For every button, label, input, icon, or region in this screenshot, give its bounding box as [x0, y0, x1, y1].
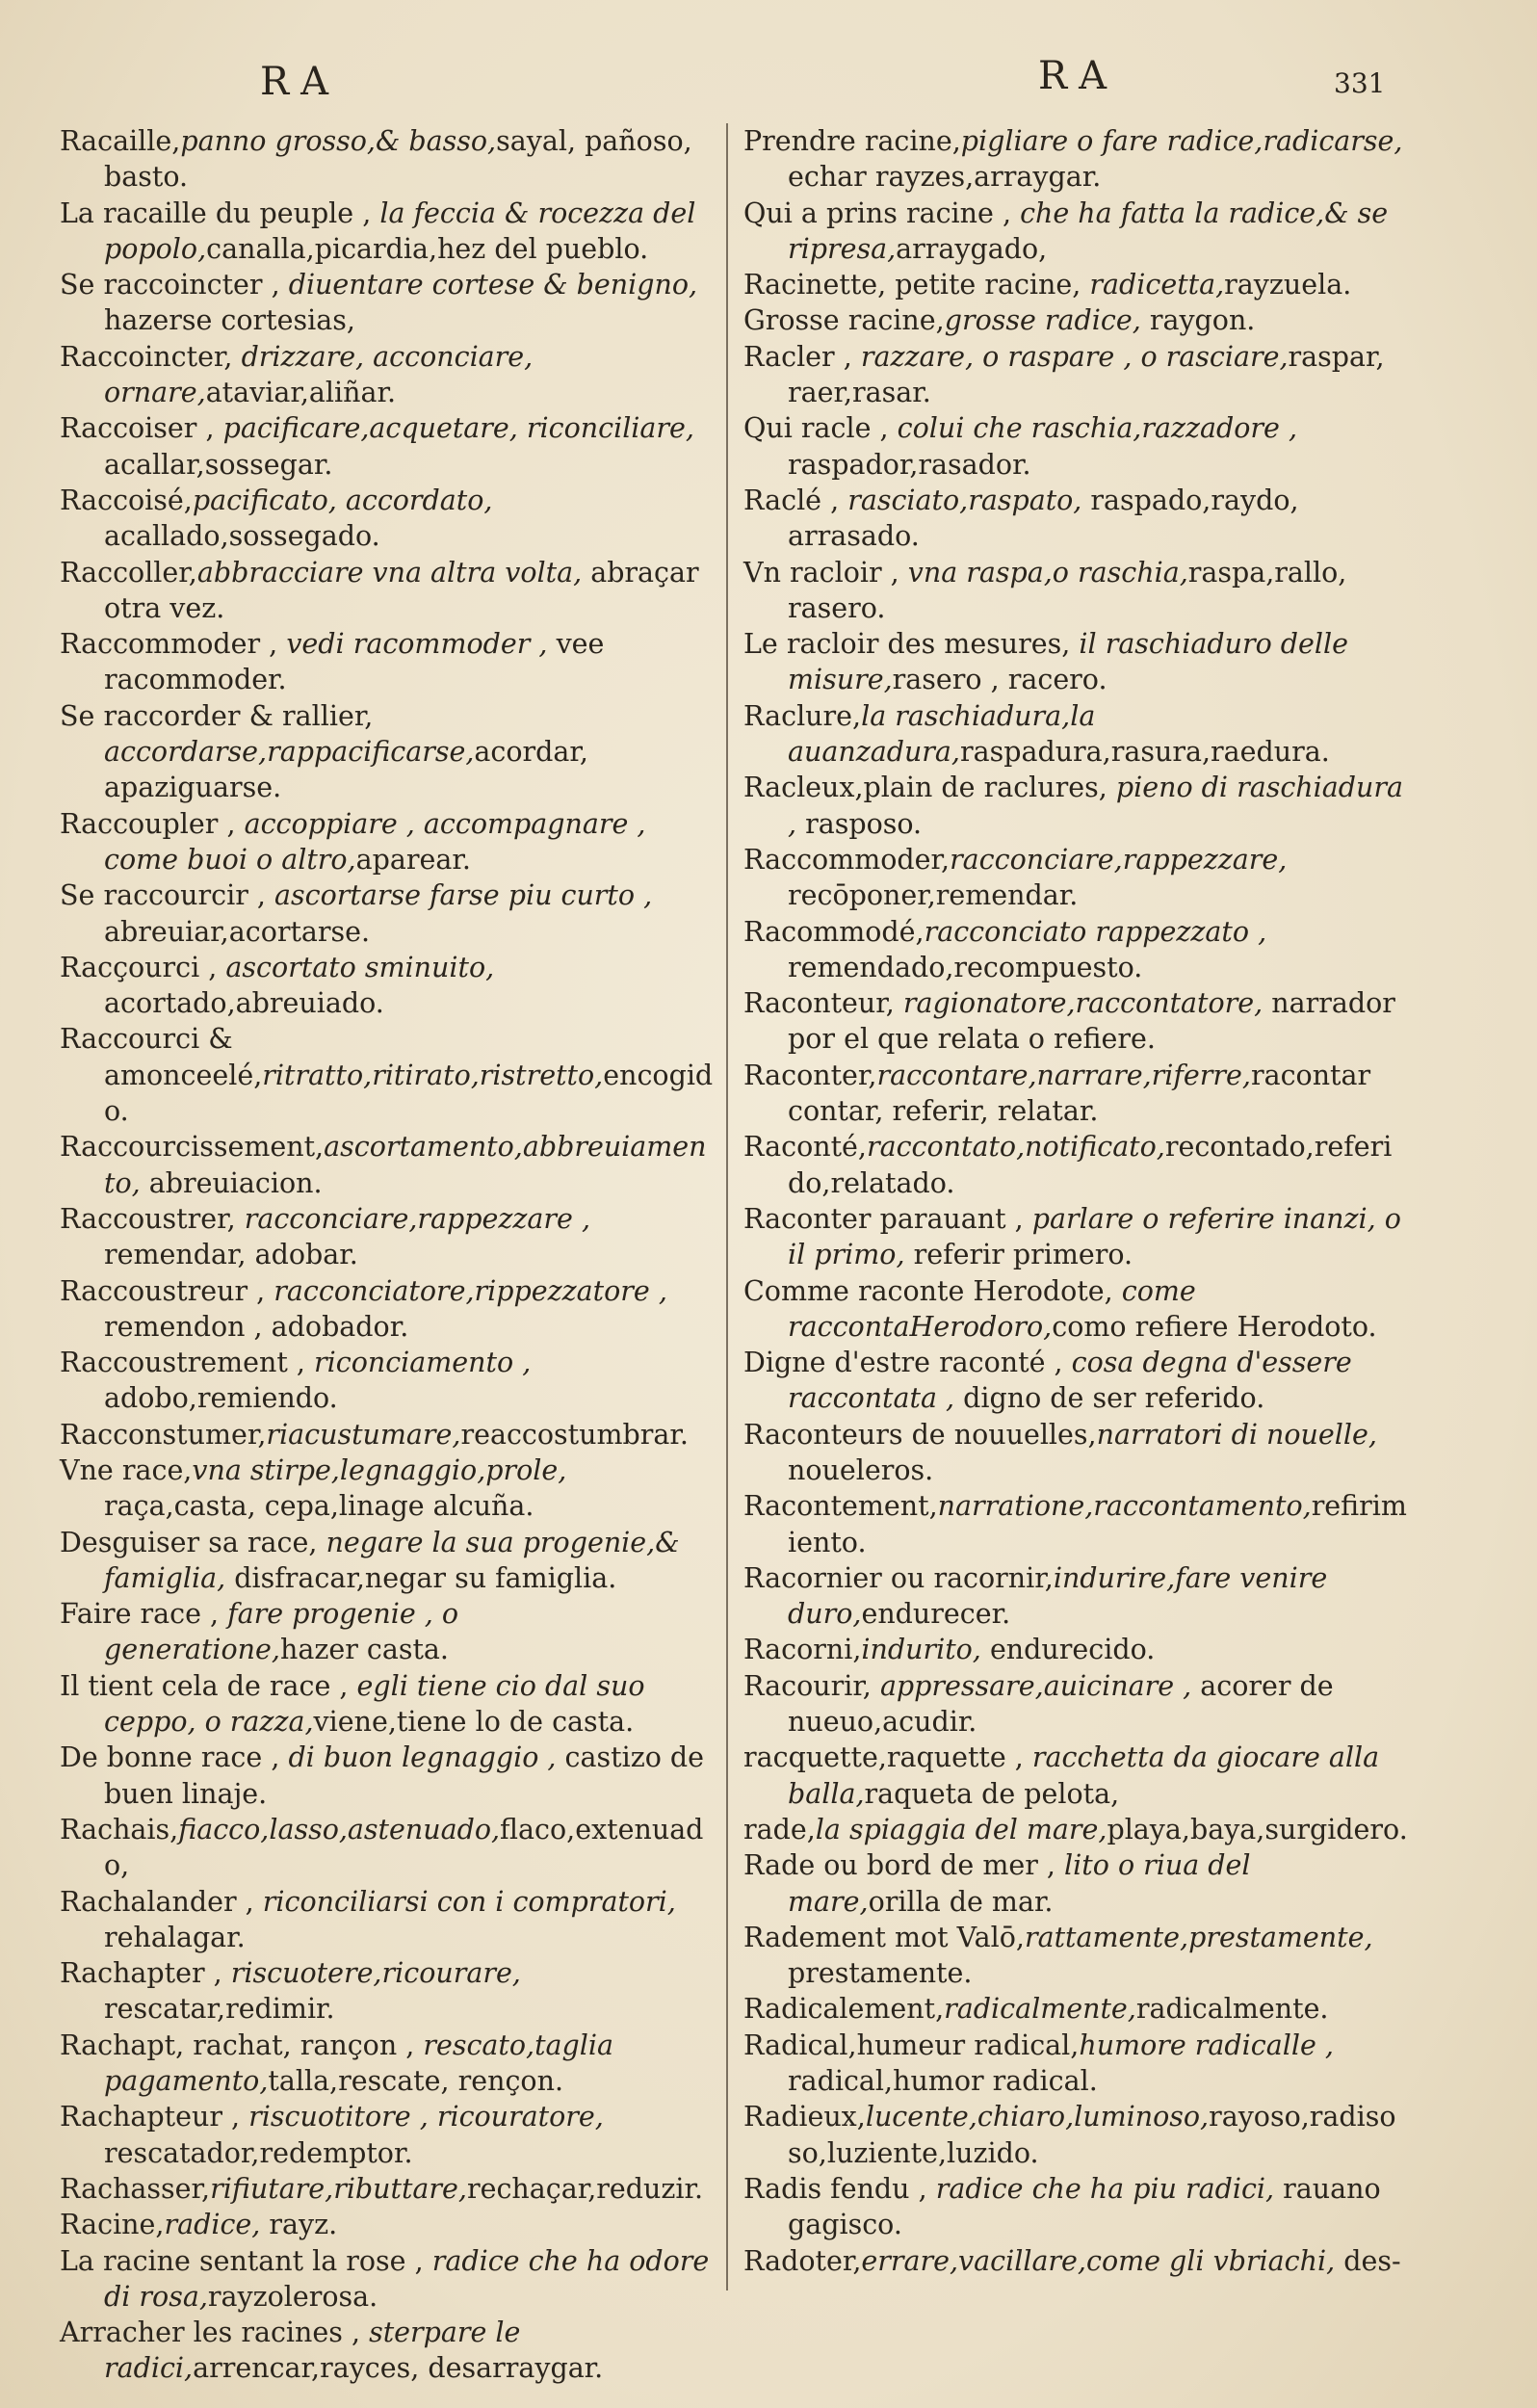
entry-italian-gloss: lucente,chiaro,luminoso, [865, 2101, 1210, 2133]
entry-spanish-gloss: radical,humor radical. [788, 2065, 1098, 2098]
entry-italian-gloss: accordarse,rappacificarse, [104, 736, 475, 769]
entry-headword: Rade ou bord de mer , [743, 1849, 1065, 1882]
entry-spanish-gloss: acallar,sossegar. [104, 448, 333, 481]
dictionary-entry [743, 483, 1408, 555]
entry-headword: Racourir, [743, 1669, 880, 1702]
entry-headword: Qui racle , [743, 412, 898, 445]
entry-headword: Racçourci , [60, 951, 226, 983]
entry-headword: Comme raconte Herodote, [743, 1274, 1122, 1307]
entry-headword: Le racloir des mesures, [743, 628, 1080, 661]
dictionary-entry [743, 267, 1408, 302]
entry-italian-gloss: racchetta da giocare alla balla, [788, 1741, 1380, 1810]
entry-spanish-gloss: raspado,raydo, arrasado. [788, 484, 1299, 553]
entry-headword: Grosse racine, [743, 304, 945, 337]
dictionary-entry [60, 1740, 715, 1812]
entry-italian-gloss: di buon legnaggio , [288, 1741, 565, 1774]
dictionary-entry [743, 698, 1408, 771]
entry-headword: Rachasser, [60, 2172, 211, 2205]
dictionary-entry [743, 914, 1408, 986]
page-header [0, 46, 1537, 114]
entry-italian-gloss: ritratto,ritirato,ristretto, [262, 1059, 604, 1091]
entry-italian-gloss: abbracciare vna altra volta, [196, 556, 583, 589]
entry-headword: Raccoller, [60, 556, 197, 589]
entry-headword: racquette,raquette , [743, 1741, 1032, 1774]
entry-headword: Raccoustrement , [60, 1347, 314, 1379]
dictionary-entry [60, 2243, 715, 2316]
entry-italian-gloss: pieno di raschiadura , [788, 772, 1403, 840]
entry-italian-gloss: narratione,raccontamento, [937, 1490, 1312, 1523]
entry-italian-gloss: colui che raschia,razzadore , [897, 412, 1298, 445]
dictionary-entry [743, 1632, 1408, 1667]
entry-spanish-gloss: talla,rescate, rençon. [268, 2065, 564, 2098]
dictionary-entry [60, 410, 715, 483]
entry-italian-gloss: diuentare cortese & benigno, [288, 269, 698, 301]
entry-spanish-gloss: abreuiar,acortarse. [104, 915, 371, 948]
entry-headword: Arracher les racines , [60, 2316, 370, 2349]
entry-spanish-gloss: raygon. [1149, 304, 1256, 337]
running-head-left: RA [260, 60, 341, 104]
entry-spanish-gloss: castizo de buen linaje. [104, 1741, 705, 1810]
entry-italian-gloss: racconciare,rappezzare , [244, 1202, 591, 1235]
entry-italian-gloss: sterpare le radici, [104, 2316, 521, 2385]
entry-italian-gloss: pigliare o fare radice,radicarse, [960, 125, 1403, 157]
dictionary-entry [60, 1273, 715, 1346]
dictionary-entry [60, 1668, 715, 1741]
dictionary-entry [743, 1201, 1408, 1273]
entry-italian-gloss: ascortato sminuito, [225, 951, 495, 983]
entry-headword: Raccommoder , [60, 628, 287, 661]
entry-headword: Raconté, [743, 1131, 867, 1164]
dictionary-entry [743, 555, 1408, 627]
entry-italian-gloss: vna raspa,o raschia, [907, 556, 1188, 589]
entry-headword: Rachalander , [60, 1885, 263, 1918]
dictionary-entry [60, 877, 715, 950]
entry-spanish-gloss: hazer casta. [279, 1634, 449, 1666]
entry-spanish-gloss: canalla,picardia,hez del pueblo. [206, 232, 649, 265]
entry-italian-gloss: riscuotitore , ricouratore, [248, 2101, 604, 2133]
entry-headword: Prendre racine, [743, 125, 961, 157]
entry-headword: Racaille, [60, 125, 181, 157]
entry-spanish-gloss: rechaçar,reduzir. [466, 2172, 704, 2205]
entry-italian-gloss: racconciatore,rippezzatore , [274, 1274, 667, 1307]
entry-spanish-gloss: playa,baya,surgidero. [1107, 1813, 1408, 1845]
entry-headword: Raccoustrer, [60, 1202, 245, 1235]
entry-headword: Faire race , [60, 1598, 228, 1631]
entry-italian-gloss: racconciato rappezzato , [924, 915, 1267, 948]
dictionary-entry [743, 2028, 1408, 2100]
entry-headword: Raclé , [743, 484, 848, 516]
dictionary-entry [60, 1955, 715, 2028]
entry-headword: Se raccoincter , [60, 269, 289, 301]
dictionary-entry [60, 339, 715, 411]
dictionary-entry [743, 770, 1408, 842]
entry-spanish-gloss: arraygado, [896, 232, 1048, 265]
entry-italian-gloss: rescato,taglia pagamento, [104, 2028, 614, 2098]
entry-headword: Desguiser sa race, [60, 1526, 326, 1558]
entry-italian-gloss: narratori di nouelle, [1096, 1418, 1377, 1451]
entry-italian-gloss: indurito, [861, 1634, 990, 1666]
entry-headword: Racontement, [743, 1490, 938, 1523]
entry-spanish-gloss: endurecido. [989, 1634, 1156, 1666]
entry-spanish-gloss: digno de ser referido. [963, 1382, 1265, 1415]
entry-headword: Racler , [743, 340, 861, 373]
entry-spanish-gloss: vee racommoder. [104, 628, 605, 696]
entry-spanish-gloss: reaccostumbrar. [460, 1418, 689, 1451]
dictionary-entry [60, 698, 715, 806]
dictionary-entry [60, 1884, 715, 1956]
entry-italian-gloss: radicetta, [1089, 269, 1225, 301]
entry-headword: rade, [743, 1813, 816, 1845]
entry-italian-gloss: ascortamento,abbreuiamento, [104, 1131, 707, 1199]
dictionary-entry [60, 1201, 715, 1273]
entry-spanish-gloss: raça,casta, cepa,linage alcuña. [104, 1490, 534, 1523]
dictionary-entry [60, 2171, 715, 2207]
entry-spanish-gloss: remendado,recompuesto. [788, 951, 1143, 983]
entry-spanish-gloss: viene,tiene lo de casta. [313, 1706, 635, 1739]
entry-italian-gloss: grosse radice, [944, 304, 1150, 337]
entry-headword: La racaille du peuple , [60, 196, 380, 229]
entry-headword: Racine, [60, 2209, 165, 2241]
entry-spanish-gloss: raspadura,rasura,raedura. [959, 736, 1330, 769]
entry-italian-gloss: fare progenie , o generatione, [104, 1598, 459, 1666]
dictionary-entry [60, 950, 715, 1022]
entry-headword: Se raccourcir , [60, 879, 275, 912]
entry-spanish-gloss: remendar, adobar. [104, 1239, 358, 1271]
entry-spanish-gloss: acordar, apaziguarse. [104, 736, 588, 804]
entry-headword: Racorni, [743, 1634, 862, 1666]
left-column [60, 123, 715, 2387]
dictionary-entry [743, 1847, 1408, 1920]
entry-italian-gloss: fiacco,lasso,astenuado, [178, 1813, 501, 1845]
entry-italian-gloss: ragionatore,raccontatore, [902, 987, 1272, 1020]
dictionary-entry [743, 1058, 1408, 1130]
entry-spanish-gloss: acorer de nueuo,acudir. [788, 1669, 1334, 1739]
entry-headword: La racine sentant la rose , [60, 2244, 432, 2277]
entry-headword: Raconter parauant , [743, 1202, 1032, 1235]
entry-headword: Raccoincter, [60, 340, 242, 373]
entry-spanish-gloss: prestamente. [788, 1957, 973, 1990]
dictionary-entry [60, 626, 715, 698]
page-number: 331 [1334, 67, 1386, 99]
entry-italian-gloss: rattamente,prestamente, [1024, 1921, 1373, 1953]
entry-italian-gloss: il raschiaduro delle misure, [788, 628, 1349, 696]
dictionary-entry [743, 2243, 1408, 2279]
entry-spanish-gloss: referir primero. [913, 1239, 1133, 1271]
entry-headword: Raccourcissement, [60, 1131, 325, 1164]
entry-headword: Vne race, [60, 1453, 193, 1486]
dictionary-entry [60, 555, 715, 627]
entry-spanish-gloss: hazerse cortesias, [104, 304, 355, 337]
entry-headword: Radoter, [743, 2244, 862, 2277]
dictionary-entry [743, 196, 1408, 268]
entry-italian-gloss: drizzare, acconciare, ornare, [104, 340, 534, 409]
entry-spanish-gloss: refirimiento. [788, 1490, 1407, 1558]
dictionary-entry [60, 1596, 715, 1668]
entry-headword: Raccoisé, [60, 484, 193, 516]
entry-spanish-gloss: abreuiacion. [140, 1166, 323, 1199]
entry-spanish-gloss: abraçar otra vez. [104, 556, 699, 624]
entry-spanish-gloss: rayzolerosa. [207, 2280, 378, 2313]
entry-headword: Radicalement, [743, 1993, 945, 2026]
entry-headword: Raconteurs de nouuelles, [743, 1418, 1097, 1451]
entry-spanish-gloss: rasero , racero. [892, 664, 1107, 696]
entry-headword: De bonne race , [60, 1741, 289, 1774]
entry-headword: Rachapt, rachat, rançon , [60, 2028, 424, 2061]
dictionary-entry [60, 1525, 715, 1597]
entry-spanish-gloss: rescatador,redemptor. [104, 2136, 413, 2169]
entry-italian-gloss: raccontato,notificato, [866, 1131, 1165, 1164]
entry-spanish-gloss: sayal, pañoso, basto. [104, 125, 692, 194]
entry-headword: Racinette, petite racine, [743, 269, 1090, 301]
entry-spanish-gloss: adobo,remiendo. [104, 1382, 338, 1415]
entry-spanish-gloss: endurecer. [861, 1598, 1011, 1631]
entry-italian-gloss: riscuotere,ricourare, [230, 1957, 521, 1990]
entry-spanish-gloss: acortado,abreuiado. [104, 987, 384, 1020]
dictionary-entry [743, 1273, 1408, 1346]
entry-spanish-gloss: ataviar,aliñar. [205, 377, 397, 409]
entry-spanish-gloss: acallado,sossegado. [104, 520, 380, 553]
entry-headword: Raccoupler , [60, 807, 245, 840]
entry-italian-gloss: come raccontaHerodoro, [788, 1274, 1196, 1343]
dictionary-entry [60, 1021, 715, 1129]
dictionary-entry [743, 2171, 1408, 2243]
entry-italian-gloss: pacificare,acquetare, riconciliare, [222, 412, 694, 445]
entry-headword: Racleux,plain de raclures, [743, 772, 1116, 804]
dictionary-entry [60, 123, 715, 196]
dictionary-entry [60, 1812, 715, 1884]
entry-spanish-gloss: raqueta de pelota, [864, 1777, 1120, 1810]
dictionary-entry [60, 806, 715, 878]
entry-spanish-gloss: echar rayzes,arraygar. [788, 161, 1102, 194]
entry-headword: Radis fendu , [743, 2172, 936, 2205]
entry-spanish-gloss: racontar contar, referir, relatar. [788, 1059, 1371, 1128]
dictionary-entry [743, 1740, 1408, 1812]
entry-spanish-gloss: raspar, raer,rasar. [788, 340, 1385, 409]
entry-headword: Radieux, [743, 2101, 866, 2133]
dictionary-entry [743, 626, 1408, 698]
dictionary-entry [743, 339, 1408, 411]
entry-spanish-gloss: rayz. [269, 2209, 338, 2241]
entry-headword: Se raccorder & rallier, [60, 699, 374, 732]
entry-italian-gloss: negare la sua progenie,& famiglia, [104, 1526, 680, 1594]
dictionary-entry [60, 1129, 715, 1201]
entry-italian-gloss: vedi racommoder , [286, 628, 557, 661]
dictionary-entry [60, 2207, 715, 2242]
entry-italian-gloss: raccontare,narrare,riferre, [876, 1059, 1251, 1091]
dictionary-entry [743, 1991, 1408, 2027]
dictionary-entry [743, 1920, 1408, 1992]
dictionary-entry [60, 196, 715, 268]
entry-headword: Raccommoder, [743, 843, 951, 876]
dictionary-entry [743, 410, 1408, 483]
entry-italian-gloss: che ha fatta la radice,& se ripresa, [788, 196, 1389, 265]
entry-italian-gloss: lito o riua del mare, [788, 1849, 1251, 1918]
entry-spanish-gloss: des- [1335, 2244, 1401, 2277]
entry-italian-gloss: radice, [164, 2209, 270, 2241]
entry-spanish-gloss: recontado,referido,relatado. [788, 1131, 1393, 1199]
entry-italian-gloss: accoppiare , accompagnare , come buoi o altro, [104, 807, 646, 876]
dictionary-entry [743, 1560, 1408, 1633]
entry-spanish-gloss: raspador,rasador. [788, 448, 1031, 481]
right-column [743, 123, 1408, 2279]
entry-italian-gloss: panno grosso,& basso, [180, 125, 497, 157]
entry-spanish-gloss: remendon , adobador. [104, 1310, 409, 1343]
entry-headword: Racconstumer, [60, 1418, 267, 1451]
entry-headword: Rachais, [60, 1813, 179, 1845]
running-head-right: RA [1038, 54, 1119, 98]
entry-spanish-gloss: flaco,extenuado, [104, 1813, 704, 1882]
entry-italian-gloss: racconciare,rappezzare, [950, 843, 1288, 876]
entry-spanish-gloss: encogido. [104, 1059, 714, 1128]
entry-spanish-gloss: disfracar,negar su famiglia. [225, 1561, 617, 1594]
dictionary-entry [60, 1453, 715, 1525]
entry-spanish-gloss: rauano gagisco. [788, 2172, 1381, 2241]
entry-italian-gloss: la spiaggia del mare, [815, 1813, 1107, 1845]
entry-italian-gloss: indurire,fare venire duro, [788, 1561, 1328, 1631]
entry-headword: Radical,humeur radical, [743, 2028, 1080, 2061]
dictionary-entry [60, 2028, 715, 2100]
entry-headword: Raclure, [743, 699, 862, 732]
entry-spanish-gloss: noueleros. [788, 1453, 934, 1486]
entry-headword: Racommodé, [743, 915, 925, 948]
entry-spanish-gloss: rayzuela. [1224, 269, 1352, 301]
entry-spanish-gloss: recōponer,remendar. [788, 879, 1079, 912]
dictionary-entry [743, 2099, 1408, 2171]
dictionary-entry [743, 985, 1408, 1058]
entry-headword: Rachapter , [60, 1957, 231, 1990]
dictionary-entry [743, 1488, 1408, 1560]
entry-italian-gloss: radice che ha odore di rosa, [104, 2244, 710, 2313]
entry-headword: Raccourci & amonceelé, [60, 1023, 263, 1091]
entry-headword: Rachapteur , [60, 2101, 249, 2133]
entry-italian-gloss: egli tiene cio dal suo ceppo, o razza, [104, 1669, 645, 1739]
entry-headword: Raccoustreur , [60, 1274, 274, 1307]
dictionary-entry [60, 2099, 715, 2171]
entry-italian-gloss: humore radicalle , [1079, 2028, 1334, 2061]
entry-spanish-gloss: radicalmente. [1135, 1993, 1329, 2026]
dictionary-entry [60, 1345, 715, 1417]
dictionary-entry [743, 1417, 1408, 1489]
dictionary-entry [60, 2315, 715, 2387]
entry-italian-gloss: riacustumare, [266, 1418, 461, 1451]
entry-headword: Vn racloir , [743, 556, 908, 589]
dictionary-entry [60, 267, 715, 339]
dictionary-entry [60, 483, 715, 555]
dictionary-entry [743, 1129, 1408, 1201]
entry-italian-gloss: pacificato, accordato, [192, 484, 493, 516]
entry-italian-gloss: parlare o referire inanzi, o il primo, [788, 1202, 1401, 1271]
entry-spanish-gloss: rasposo. [796, 807, 923, 840]
entry-headword: Digne d'estre raconté , [743, 1347, 1072, 1379]
entry-headword: Raconter, [743, 1059, 877, 1091]
dictionary-entry [743, 1345, 1408, 1417]
entry-headword: Il tient cela de race , [60, 1669, 357, 1702]
entry-spanish-gloss: rescatar,redimir. [104, 1993, 335, 2026]
entry-spanish-gloss: rehalagar. [104, 1921, 246, 1953]
entry-spanish-gloss: rayoso,radisoso,luziente,luzido. [788, 2101, 1396, 2169]
entry-italian-gloss: ascortarse farse piu curto , [274, 879, 653, 912]
entry-italian-gloss: razzare, o raspare , o rasciare, [860, 340, 1289, 373]
entry-spanish-gloss: arrencar,rayces, desarraygar. [193, 2352, 604, 2385]
entry-headword: Raccoiser , [60, 412, 223, 445]
entry-italian-gloss: riconciamento , [314, 1347, 532, 1379]
entry-headword: Raconteur, [743, 987, 903, 1020]
entry-italian-gloss: errare,vacillare,come gli vbriachi, [861, 2244, 1336, 2277]
entry-italian-gloss: vna stirpe,legnaggio,prole, [192, 1453, 567, 1486]
entry-italian-gloss: radice che ha piu radici, [935, 2172, 1284, 2205]
dictionary-entry [743, 123, 1408, 196]
entry-spanish-gloss: narrador por el que relata o refiere. [788, 987, 1395, 1056]
dictionary-entry [743, 842, 1408, 914]
entry-spanish-gloss: aparear. [355, 843, 471, 876]
entry-italian-gloss: la feccia & rocezza del popolo, [104, 196, 696, 265]
dictionary-entry [60, 1417, 715, 1453]
column-divider [726, 123, 728, 2290]
entry-spanish-gloss: raspa,rallo, rasero. [788, 556, 1347, 624]
entry-italian-gloss: cosa degna d'essere raccontata , [788, 1347, 1352, 1415]
dictionary-entry [743, 302, 1408, 338]
entry-spanish-gloss: como refiere Herodoto. [1052, 1310, 1377, 1343]
entry-italian-gloss: rifiutare,ributtare, [210, 2172, 467, 2205]
entry-italian-gloss: radicalmente, [944, 1993, 1136, 2026]
entry-headword: Radement mot Valō, [743, 1921, 1025, 1953]
entry-italian-gloss: appressare,auicinare , [879, 1669, 1201, 1702]
entry-headword: Qui a prins racine , [743, 196, 1021, 229]
dictionary-entry [743, 1668, 1408, 1741]
entry-italian-gloss: la raschiadura,la auanzadura, [788, 699, 1096, 769]
entry-italian-gloss: rasciato,raspato, [847, 484, 1091, 516]
entry-spanish-gloss: orilla de mar. [868, 1885, 1054, 1918]
dictionary-entry [743, 1812, 1408, 1847]
entry-italian-gloss: riconciliarsi con i compratori, [262, 1885, 676, 1918]
entry-headword: Racornier ou racornir, [743, 1561, 1054, 1594]
